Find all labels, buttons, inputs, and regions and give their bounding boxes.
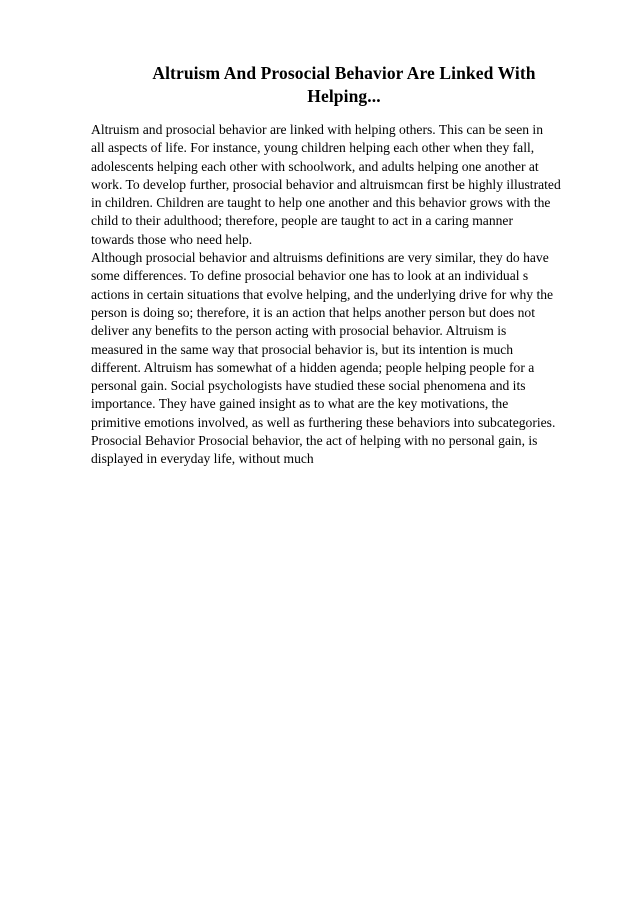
- title-line: Altruism And Prosocial Behavior Are Linked With: [152, 63, 536, 83]
- text-line: person is doing so; therefore, it is an action that helps another person but does not: [91, 304, 535, 320]
- text-line: child to their adulthood; therefore, people are taught to act in a caring manner: [91, 213, 513, 229]
- text-line: all aspects of life. For instance, young children helping each other when they fall,: [91, 140, 535, 156]
- text-line: measured in the same way that prosocial behavior is, but its intention is much: [91, 341, 514, 357]
- text-line: displayed in everyday life, without much: [91, 451, 314, 467]
- text-line: work. To develop further, prosocial behavior and altruismcan first be highly illustrated: [91, 176, 561, 192]
- text-line: towards those who need help.: [91, 231, 253, 247]
- text-line: Prosocial Behavior Prosocial behavior, the act of helping with no personal gain, is: [91, 433, 538, 449]
- text-line: adolescents helping each other with schoolwork, and adults helping one another at: [91, 158, 539, 174]
- document-title: [90, 62, 598, 108]
- text-line: primitive emotions involved, as well as furthering these behaviors into subcategories.: [91, 414, 556, 430]
- text-line: personal gain. Social psychologists have studied these social phenomena and its: [91, 378, 526, 394]
- text-line: deliver any benefits to the person acting with prosocial behavior. Altruism is: [91, 323, 507, 339]
- document-body: [91, 121, 611, 469]
- paragraph: [91, 249, 611, 469]
- text-line: in children. Children are taught to help one another and this behavior grows with the: [91, 195, 551, 211]
- title-line: Helping...: [307, 86, 381, 106]
- text-line: some differences. To define prosocial behavior one has to look at an individual s: [91, 268, 529, 284]
- text-line: different. Altruism has somewhat of a hidden agenda; people helping people for a: [91, 359, 535, 375]
- text-line: importance. They have gained insight as to what are the key motivations, the: [91, 396, 509, 412]
- paragraph: [91, 121, 611, 249]
- text-line: Although prosocial behavior and altruisms definitions are very similar, they do have: [91, 250, 549, 266]
- text-line: actions in certain situations that evolve helping, and the underlying drive for why the: [91, 286, 554, 302]
- text-line: Altruism and prosocial behavior are linked with helping others. This can be seen in: [91, 122, 544, 137]
